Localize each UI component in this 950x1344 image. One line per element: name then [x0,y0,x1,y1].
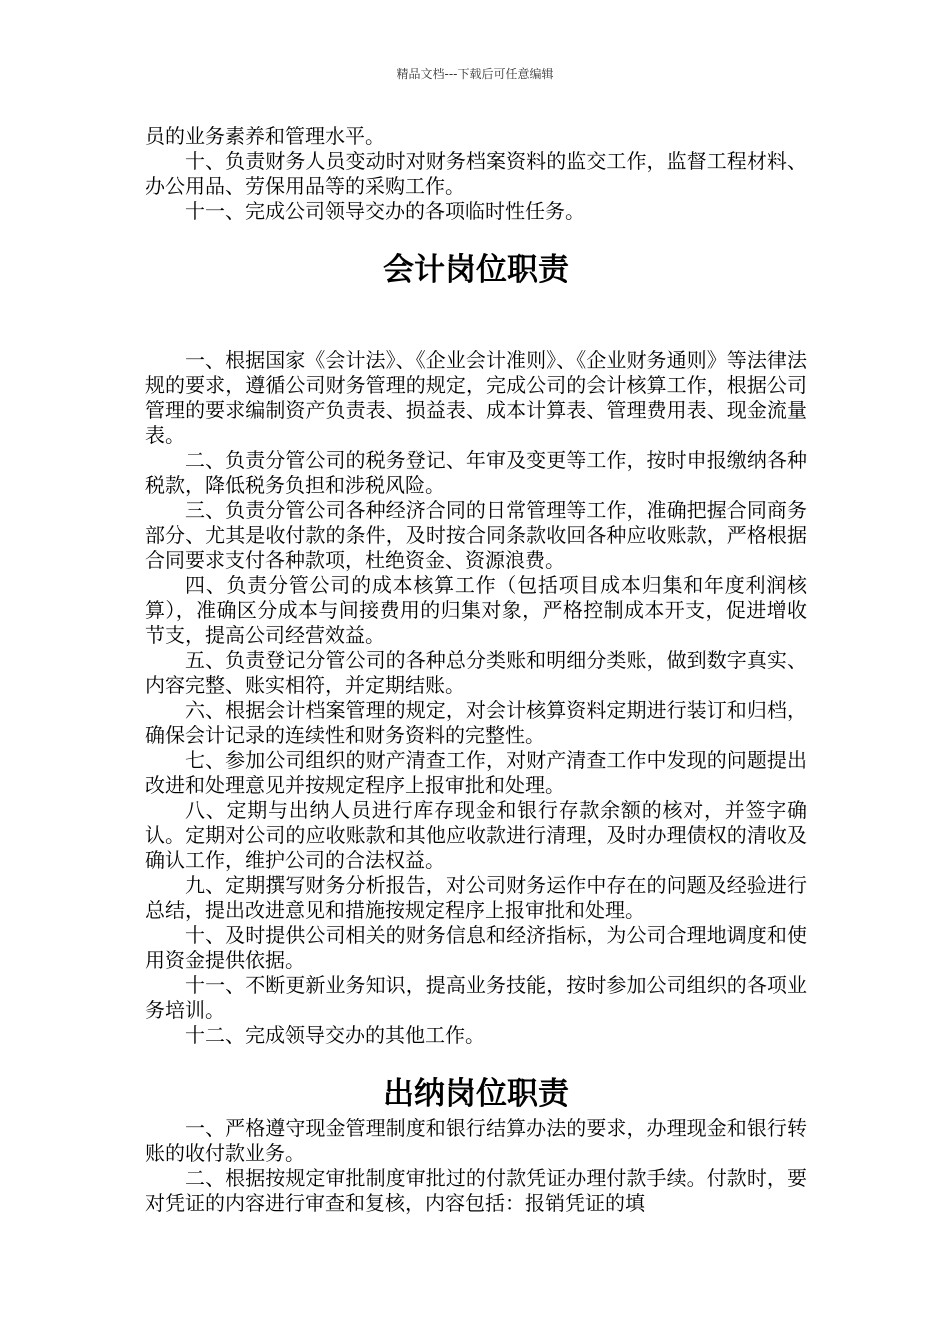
intro-paragraph-3: 十一、完成公司领导交办的各项临时性任务。 [185,199,585,223]
page-header: 精品文档---下载后可任意编辑 [396,67,554,81]
accounting-duty-6: 六、根据会计档案管理的规定，对会计核算资料定期进行装订和归档，确保会计记录的连续性和财务资料的完整性。 [145,698,807,747]
accounting-duty-5: 五、负责登记分管公司的各种总分类账和明细分类账，做到数字真实、内容完整、账实相符，并定期结账。 [145,648,807,697]
intro-paragraph-2: 十、负责财务人员变动时对财务档案资料的监交工作，监督工程材料、办公用品、劳保用品等的采购工作。 [145,149,807,198]
accounting-duty-11: 十一、不断更新业务知识，提高业务技能，按时参加公司组织的各项业务培训。 [145,973,807,1022]
section-title-accounting: 会计岗位职责 [383,252,569,288]
accounting-duty-2: 二、负责分管公司的税务登记、年审及变更等工作，按时申报缴纳各种税款，降低税务负担和涉税风险。 [145,448,807,497]
accounting-duty-10: 十、及时提供公司相关的财务信息和经济指标，为公司合理地调度和使用资金提供依据。 [145,923,807,972]
document-body [145,124,807,1216]
accounting-duty-12: 十二、完成领导交办的其他工作。 [185,1023,485,1047]
cashier-duty-2: 二、根据按规定审批制度审批过的付款凭证办理付款手续。付款时，要对凭证的内容进行审查和复核，内容包括：报销凭证的填 [145,1166,807,1215]
accounting-duty-9: 九、定期撰写财务分析报告，对公司财务运作中存在的问题及经验进行总结，提出改进意见和措施按规定程序上报审批和处理。 [145,873,807,922]
section-title-cashier: 出纳岗位职责 [383,1076,569,1112]
accounting-duty-3: 三、负责分管公司各种经济合同的日常管理等工作，准确把握合同商务部分、尤其是收付款的条件，及时按合同条款收回各种应收账款，严格根据合同要求支付各种款项，杜绝资金、资源浪费。 [145,498,807,572]
accounting-duty-7: 七、参加公司组织的财产清查工作，对财产清查工作中发现的问题提出改进和处理意见并按规定程序上报审批和处理。 [145,748,807,797]
accounting-duty-1: 一、根据国家《会计法》、《企业会计准则》、《企业财务通则》等法律法规的要求，遵循公司财务管理的规定，完成公司的会计核算工作，根据公司管理的要求编制资产负责表、损益表、成本计算表、管理费用表、现金流量表。 [145,348,807,447]
cashier-duty-1: 一、严格遵守现金管理制度和银行结算办法的要求，办理现金和银行转账的收付款业务。 [145,1116,807,1165]
intro-paragraph-1: 员的业务素养和管理水平。 [145,124,385,148]
accounting-duty-4: 四、负责分管公司的成本核算工作（包括项目成本归集和年度利润核算），准确区分成本与间接费用的归集对象，严格控制成本开支，促进增收节支，提高公司经营效益。 [145,573,807,647]
accounting-duty-8: 八、定期与出纳人员进行库存现金和银行存款余额的核对，并签字确认。定期对公司的应收账款和其他应收款进行清理，及时办理债权的清收及确认工作，维护公司的合法权益。 [145,798,807,872]
